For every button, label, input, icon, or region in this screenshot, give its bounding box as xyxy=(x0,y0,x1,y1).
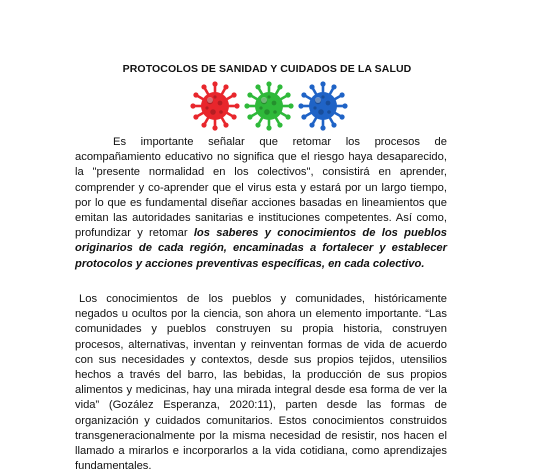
virus-icon-green xyxy=(244,81,294,131)
document-title: PROTOCOLOS DE SANIDAD Y CUIDADOS DE LA SALUD xyxy=(122,63,412,75)
paragraph-intro-text: Es importante señalar que retomar los procesos de acompañamiento educativo no significa que el riesgo haya desaparecido, la "presente normalidad en los colectivos", consistirá en aprender, comprender y co-aprender que el virus esta y estará por un largo tiempo, por lo que es fundamental diseñar acciones basadas en lineamientos que emitan las autoridades sanitarias e instituciones competentes. Así como, profundizar y retomar xyxy=(75,136,447,240)
paragraph-intro xyxy=(75,135,447,272)
virus-icon-blue xyxy=(298,81,348,131)
paragraph-knowledge: Los conocimientos de los pueblos y comunidades, históricamente negados u ocultos por la ciencia, son ahora un elemento importante. “Las comunidades y pueblos construyen su propia historia, construyen procesos, alternativas, inventan y reinventan formas de vida de acuerdo con sus necesidades y contextos, desde sus propios tejidos, utensilios hechos a través del barro, las bebidas, la producción de sus propios alimentos y medicinas, hay una mirada integral desde esa forma de ver la vida” (Gozález Esperanza, 2020:11), parten desde las formas de organización y cuidados comunitarios. Estos conocimientos construidos transgeneracionalmente por la misma necesidad de resistir, nos hacen el llamado a mirarlos e incorporarlos a la vida cotidiana, como aprendizajes fundamentales. xyxy=(75,293,447,473)
virus-icon-red xyxy=(190,81,240,131)
paragraph-intro-emphasis: los saberes y conocimientos de los pueblos originarios de cada región, encaminadas a fortalecer y establecer protocolos y acciones preventivas específicas, en cada colectivo. xyxy=(75,227,447,270)
virus-icon-row xyxy=(0,81,534,131)
